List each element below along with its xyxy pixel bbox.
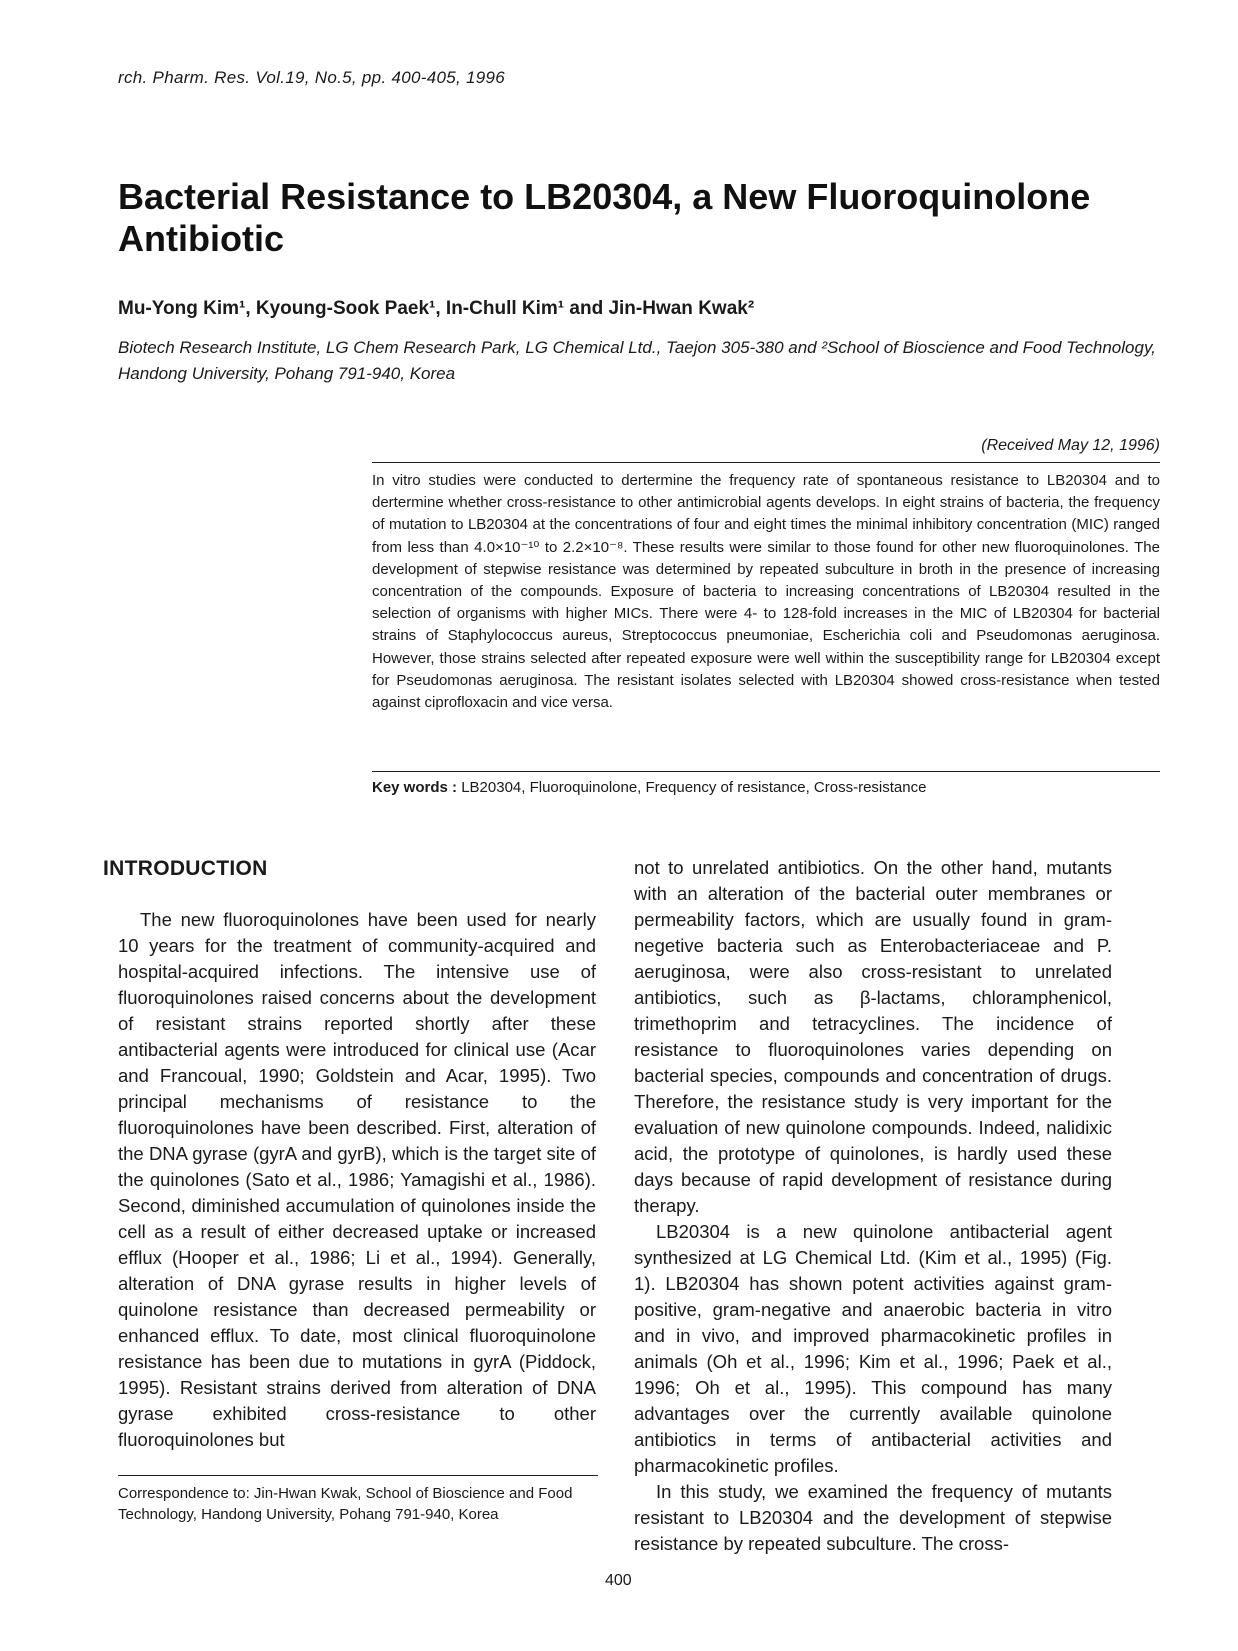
abstract-top-rule [372, 462, 1160, 463]
right-column [634, 855, 1112, 1557]
section-heading-introduction: INTRODUCTION [103, 857, 268, 880]
intro-paragraph-3: In this study, we examined the frequency of mutants resistant to LB20304 and the development of stepwise resistance by repeated subculture. The cross- [634, 1481, 1112, 1554]
left-column [118, 907, 596, 1453]
keywords-list: LB20304, Fluoroquinolone, Frequency of resistance, Cross-resistance [461, 779, 927, 796]
running-header: rch. Pharm. Res. Vol.19, No.5, pp. 400-405, 1996 [118, 68, 506, 87]
intro-paragraph-1-start: The new fluoroquinolones have been used for nearly 10 years for the treatment of community-acquired and hospital-acquired infections. The intensive use of fluoroquinolones raised concerns about the development of resistant strains reported shortly after these antibacterial agents were introduced for clinical use (Acar and Francoual, 1990; Goldstein and Acar, 1995). Two principal mechanisms of resistance to the fluoroquinolones have been described. First, alteration of the DNA gyrase (gyrA and gyrB), which is the target site of the quinolones (Sato et al., 1986; Yamagishi et al., 1986). Second, diminished accumulation of quinolones inside the cell as a result of either decreased uptake or increased efflux (Hooper et al., 1986; Li et al., 1994). Generally, alteration of DNA gyrase results in higher levels of quinolone resistance than decreased permeability or enhanced efflux. To date, most clinical fluoroquinolone resistance has been due to mutations in gyrA (Piddock, 1995). Resistant strains derived from alteration of DNA gyrase exhibited cross-resistance to other fluoroquinolones but [118, 909, 596, 1450]
keywords-line [372, 779, 926, 796]
article-title: Bacterial Resistance to LB20304, a New Fluoroquinolone Antibiotic [118, 176, 1091, 259]
author-list: Mu-Yong Kim¹, Kyoung-Sook Paek¹, In-Chull Kim¹ and Jin-Hwan Kwak² [118, 298, 755, 319]
page-number: 400 [605, 1572, 632, 1589]
abstract-text: In vitro studies were conducted to dertermine the frequency rate of spontaneous resistance to LB20304 and to dertermine whether cross-resistance to other antimicrobial agents develops. In eight strains of bacteria, the frequency of mutation to LB20304 at the concentrations of four and eight times the minimal inhibitory concentration (MIC) ranged from less than 4.0×10⁻¹⁰ to 2.2×10⁻⁸. These results were similar to those found for other new fluoroquinolones. The development of stepwise resistance was determined by repeated subculture in broth in the presence of increasing concentration of the compounds. Exposure of bacteria to increasing concentrations of LB20304 resulted in the selection of organisms with higher MICs. There were 4- to 128-fold increases in the MIC of LB20304 for bacterial strains of Staphylococcus aureus, Streptococcus pneumoniae, Escherichia coli and Pseudomonas aeruginosa. However, those strains selected after repeated exposure were well within the susceptibility range for LB20304 except for Pseudomonas aeruginosa. The resistant isolates selected with LB20304 showed cross-resistance when tested against ciprofloxacin and vice versa. [372, 472, 1160, 712]
author-affiliation: Biotech Research Institute, LG Chem Research Park, LG Chemical Ltd., Taejon 305-380 and ²School of Bioscience and Food Technology, Handong University, Pohang 791-940, Korea [118, 338, 1156, 383]
footnote-rule [118, 1475, 598, 1476]
keywords-label: Key words : [372, 779, 458, 796]
abstract-bottom-rule [372, 771, 1160, 772]
correspondence-footnote: Correspondence to: Jin-Hwan Kwak, School of Bioscience and Food Technology, Handong University, Pohang 791-940, Korea [118, 1485, 573, 1523]
intro-paragraph-2: LB20304 is a new quinolone antibacterial agent synthesized at LG Chemical Ltd. (Kim et al., 1995) (Fig. 1). LB20304 has shown potent activities against gram-positive, gram-negative and anaerobic bacteria in vitro and in vivo, and improved pharmacokinetic profiles in animals (Oh et al., 1996; Kim et al., 1996; Paek et al., 1996; Oh et al., 1995). This compound has many advantages over the currently available quinolone antibiotics in terms of antibacterial activities and pharmacokinetic profiles. [634, 1221, 1112, 1476]
received-date: (Received May 12, 1996) [981, 437, 1160, 454]
intro-paragraph-1-continued: not to unrelated antibiotics. On the other hand, mutants with an alteration of the bacterial outer membranes or permeability factors, which are usually found in gram-negetive bacteria such as Enterobacteriaceae and P. aeruginosa, were also cross-resistant to unrelated antibiotics, such as β-lactams, chloramphenicol, trimethoprim and tetracyclines. The incidence of resistance to fluoroquinolones varies depending on bacterial species, compounds and concentration of drugs. Therefore, the resistance study is very important for the evaluation of new quinolone compounds. Indeed, nalidixic acid, the prototype of quinolones, is hardly used these days because of rapid development of resistance during therapy. [634, 857, 1112, 1216]
